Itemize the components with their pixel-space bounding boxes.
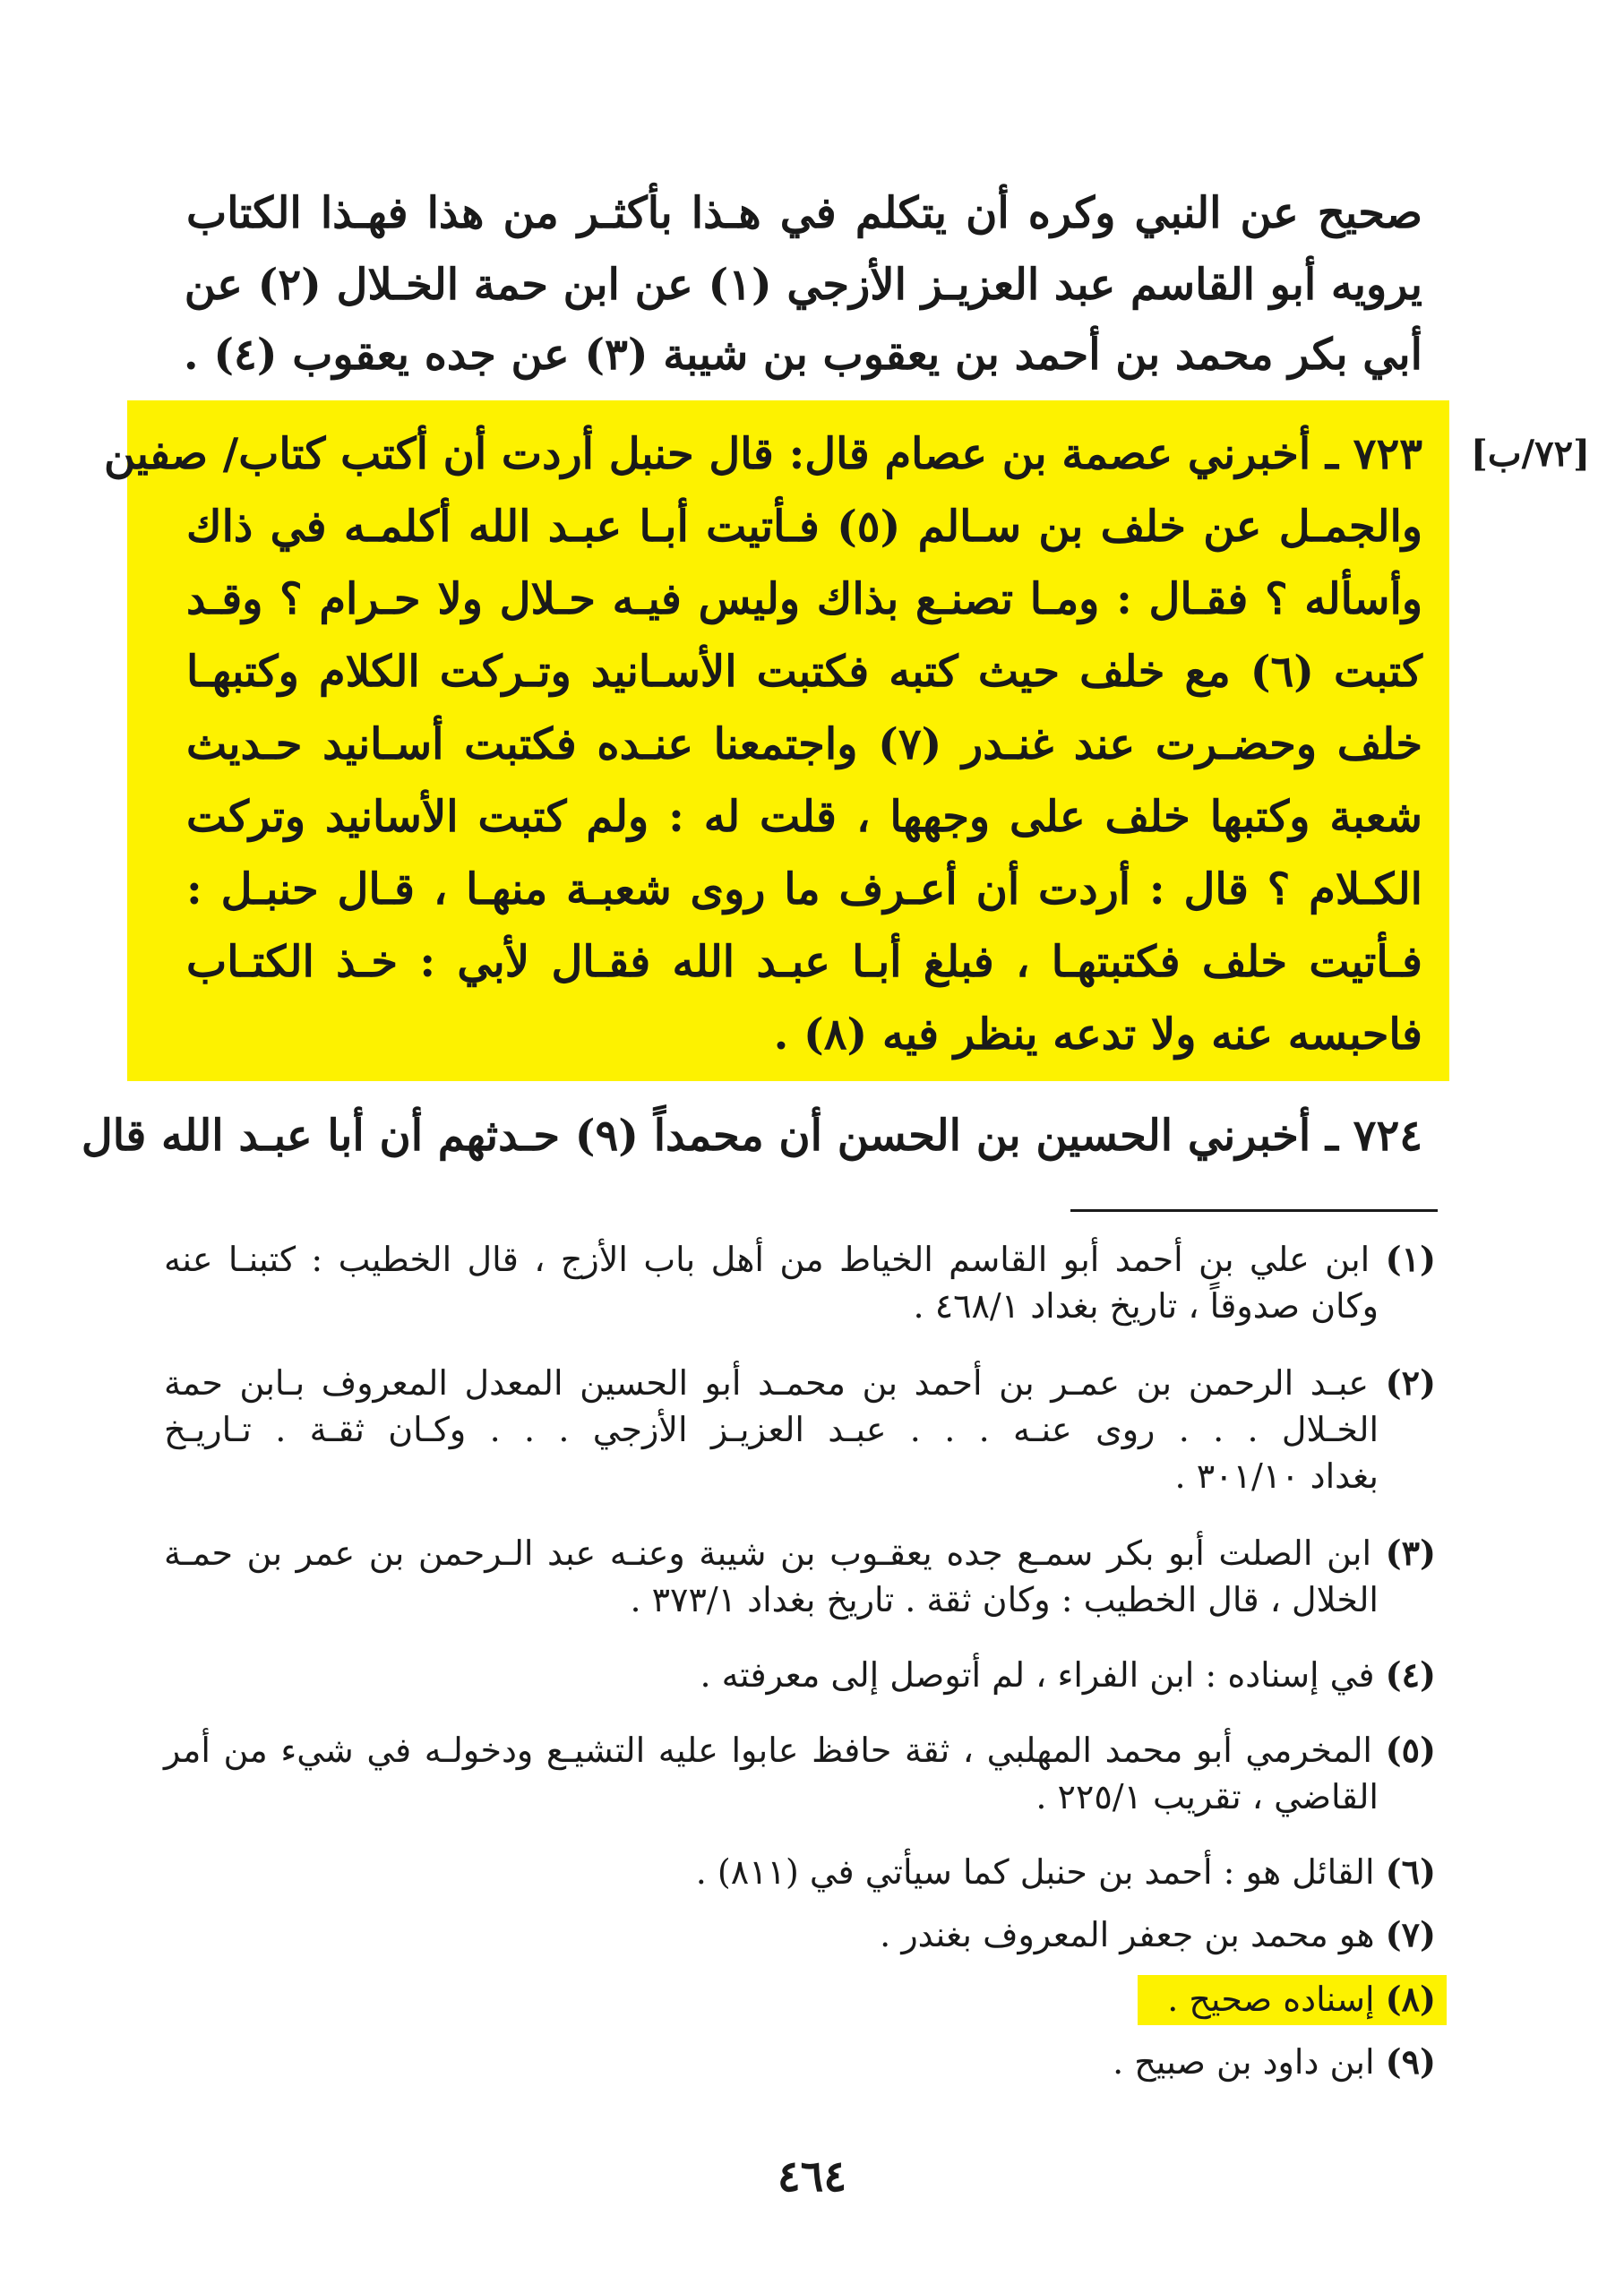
- footnote-2-cont: [164, 1408, 1436, 1453]
- footnote-text: عبـد الرحمن بن عمـر بن أحمد بن محمـد أبو الحسين المعدل المعروف بـابن حمة: [164, 1363, 1369, 1403]
- footnote-2: [164, 1361, 1436, 1406]
- footnote-text: القائل هو : أحمد بن حنبل كما سيأتي في (٨١١) .: [695, 1852, 1375, 1892]
- footnote-text: ابن داود بن صبيح .: [1113, 2042, 1375, 2082]
- footnote-4: [164, 1653, 1436, 1698]
- footnote-2-cont: [164, 1455, 1436, 1499]
- footnote-text: الخـلال . . . روى عنـه . . . عبـد العزيـز الأزجي . . . وكـان ثقـة . تـاريـخ: [164, 1410, 1379, 1449]
- footnote-text: الخلال ، قال الخطيب : وكان ثقة . تاريخ بغداد ٣٧٣/١ .: [630, 1580, 1379, 1619]
- entry-724-line-1: ٧٢٤ ـ أخبرني الحسين بن الحسن أن محمداً (٩) حـدثهم أن أبا عبـد الله قال: [81, 1111, 1422, 1161]
- footnote-number: (٩): [1385, 2041, 1436, 2082]
- footnote-8: [164, 1978, 1436, 2022]
- footnote-text: ابن علي بن أحمد أبو القاسم الخياط من أهل باب الأزج ، قال الخطيب : كتبنـا عنه: [164, 1240, 1371, 1279]
- margin-reference: [٧٢/ب]: [1470, 433, 1590, 475]
- footnote-divider: [1070, 1209, 1438, 1212]
- footnote-number: (٣): [1385, 1533, 1436, 1573]
- entry-723-line: فـأتيت خلف فكتبتهـا ، فبلغ أبـا عبـد الله فقـال لأبي : خـذ الكتـاب: [186, 937, 1422, 987]
- intro-line-1: صحيح عن النبي وكره أن يتكلم في هـذا بأكثـر من هذا فهـذا الكتاب: [186, 188, 1422, 238]
- footnote-text: إسناده صحيح .: [1167, 1980, 1375, 2019]
- footnote-number: (١): [1385, 1239, 1436, 1279]
- footnote-7: [164, 1913, 1436, 1958]
- footnote-text: في إسناده : ابن الفراء ، لم أتوصل إلى معرفته .: [700, 1655, 1375, 1695]
- footnote-text: ابن الصلت أبو بكر سمـع جده يعقـوب بن شيبة وعنـه عبد الـرحمن بن عمر بن حمـة: [164, 1533, 1372, 1573]
- footnote-1-cont: [164, 1284, 1436, 1329]
- entry-723-line: الكـلام ؟ قال : أردت أن أعـرف ما روى شعبـة منهـا ، قـال حنبـل :: [186, 864, 1422, 915]
- footnote-text: القاضي ، تقريب ٢٢٥/١ .: [1035, 1777, 1379, 1816]
- footnote-5: [164, 1729, 1436, 1773]
- page-number: ٤٦٤: [777, 2151, 847, 2202]
- entry-723-line: فاحبسه عنه ولا تدعه ينظر فيه (٨) .: [773, 1009, 1422, 1060]
- footnote-text: بغداد ٣٠١/١٠ .: [1174, 1456, 1379, 1496]
- footnote-number: (٥): [1385, 1730, 1436, 1770]
- footnote-number: (٢): [1385, 1362, 1436, 1403]
- footnote-1: [164, 1238, 1436, 1283]
- intro-line-3: أبي بكر محمد بن أحمد بن يعقوب بن شيبة (٣) عن جده يعقوب (٤) .: [183, 330, 1422, 380]
- footnote-3-cont: [164, 1578, 1436, 1623]
- footnote-text: المخرمي أبو محمد المهلبي ، ثقة حافظ عابوا عليه التشيـع ودخولـه في شيء من أمر: [164, 1730, 1372, 1770]
- footnote-number: (٤): [1385, 1654, 1436, 1695]
- footnote-6: [164, 1851, 1436, 1895]
- entry-723-line: ٧٢٣ ـ أخبرني عصمة بن عصام قال: قال حنبل أردت أن أكتب كتاب/ صفين: [103, 429, 1422, 479]
- footnote-9: [164, 2040, 1436, 2085]
- footnote-number: (٨): [1385, 1979, 1436, 2019]
- intro-line-2: يرويه أبو القاسم عبد العزيـز الأزجي (١) عن ابن حمة الخـلال (٢) عن: [184, 260, 1422, 310]
- footnote-number: (٧): [1385, 1914, 1436, 1954]
- footnote-text: وكان صدوقاً ، تاريخ بغداد ٤٦٨/١ .: [913, 1286, 1379, 1326]
- entry-723-line: شعبة وكتبها خلف على وجهها ، قلت له : ولم كتبت الأسانيد وتركت: [186, 792, 1422, 842]
- entry-723-line: وأسأله ؟ فقـال : ومـا تصنـع بذاك وليس فيـه حـلال ولا حـرام ؟ وقـد: [186, 574, 1422, 624]
- footnote-5-cont: [164, 1775, 1436, 1820]
- footnote-3: [164, 1532, 1436, 1576]
- footnote-number: (٦): [1385, 1851, 1436, 1892]
- entry-723-line: والجمـل عن خلف بن سـالم (٥) فـأتيت أبـا عبـد الله أكلمـه في ذاك: [186, 502, 1423, 552]
- entry-723-line: خلف وحضـرت عند غنـدر (٧) واجتمعنا عنـده فكتبت أسـانيد حـديث: [186, 719, 1423, 769]
- footnote-text: هو محمد بن جعفر المعروف بغندر .: [880, 1915, 1375, 1954]
- entry-723-line: كتبت (٦) مع خلف حيث كتبه فكتبت الأسـانيد وتـركت الكلام وكتبهـا: [186, 647, 1423, 697]
